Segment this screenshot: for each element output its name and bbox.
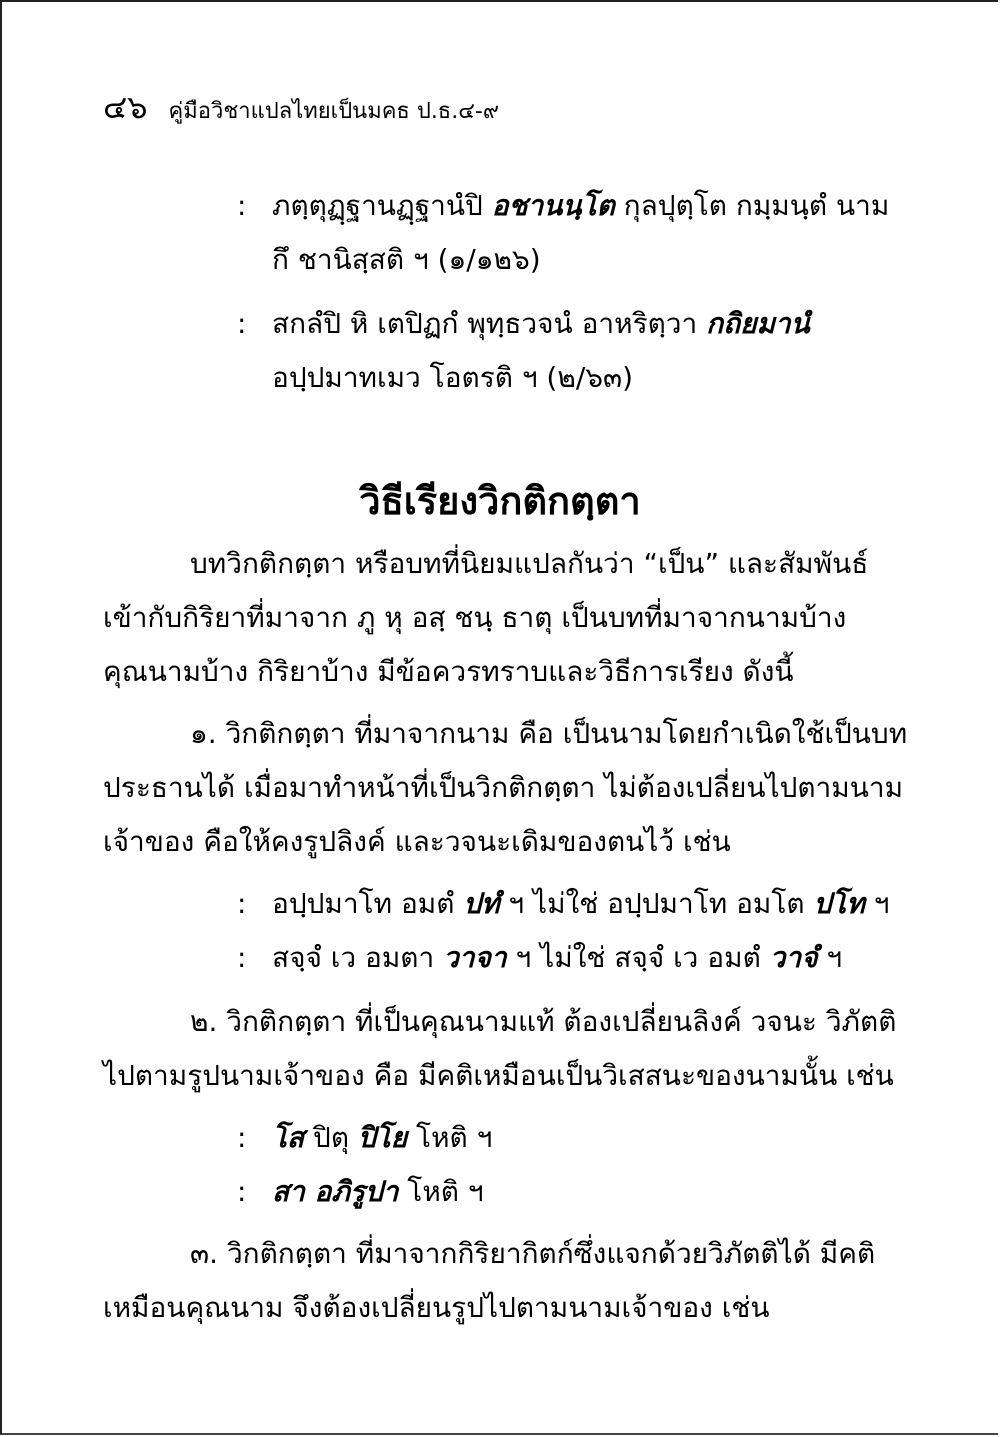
intro-line-2: เข้ากับกิริยาที่มาจาก ภู หุ อสฺ ชนฺ ธาตุ เป็นบทที่มาจากนามบ้าง: [103, 601, 847, 634]
quote-1-cont: กึ ชานิสฺสติ ฯ (๑/๑๒๖): [272, 243, 541, 276]
example-part: ฯ: [817, 941, 843, 974]
quote-bold: กถิยมานํ: [706, 307, 810, 340]
rule2-line-2: ไปตามรูปนามเจ้าของ คือ มีคติเหมือนเป็นวิเสสนะของนามนั้น เช่น: [103, 1059, 894, 1092]
example-part: ปิตุ: [304, 1121, 358, 1154]
quote-post: กุลปุตฺโต กมฺมนฺตํ นาม: [614, 189, 890, 222]
page-header: [103, 82, 499, 133]
quote-text: [272, 304, 810, 344]
example-colon: :: [237, 941, 247, 974]
example-bold: วาจํ: [769, 941, 818, 974]
quote-bold: อชานนฺโต: [491, 189, 615, 222]
example-part: สจฺจํ เว อมตา: [272, 941, 444, 974]
example-part: โหติ ฯ: [407, 1121, 493, 1154]
rule1-line-1: ๑. วิกติกตฺตา ที่มาจากนาม คือ เป็นนามโดยกำเนิดใช้เป็นบท: [190, 717, 908, 750]
rule1-line-2: ประธานได้ เมื่อมาทำหน้าที่เป็นวิกติกตฺตา ไม่ต้องเปลี่ยนไปตามนาม: [103, 771, 904, 804]
example-bold: ปิโย: [357, 1121, 408, 1154]
quote-colon: :: [237, 307, 247, 340]
example-bold: สา อภิรูปา: [272, 1175, 399, 1208]
example-part: ฯ: [864, 887, 890, 920]
quote-text: [272, 186, 889, 226]
section-heading: วิธีเรียงวิกติกตฺตา: [359, 479, 641, 523]
example-part: ฯ ไม่ใช่ อปฺปมาโท อมโต: [499, 887, 814, 920]
example-part: อปฺปมาโท อมตํ: [272, 887, 464, 920]
rule3-line-1: ๓. วิกติกตฺตา ที่มาจากกิริยากิตก์ซึ่งแจกด้วยวิภัตติได้ มีคติ: [190, 1237, 876, 1270]
page-number: ๔๖: [103, 88, 148, 126]
rule3-line-2: เหมือนคุณนาม จึงต้องเปลี่ยนรูปไปตามนามเจ้าของ เช่น: [103, 1291, 770, 1324]
quote-2-cont: อปฺปมาทเมว โอตรติ ฯ (๒/๖๓): [272, 361, 634, 394]
example-part: ฯ ไม่ใช่ สจฺจํ เว อมตํ: [506, 941, 770, 974]
rule1-line-3: เจ้าของ คือให้คงรูปลิงค์ และวจนะเดิมของตนไว้ เช่น: [103, 825, 731, 858]
example-text: [272, 938, 842, 978]
book-title: คู่มือวิชาแปลไทยเป็นมคธ ป.ธ.๔-๙: [168, 99, 499, 124]
example-bold: วาจา: [443, 941, 507, 974]
example-text: [272, 884, 889, 924]
quote-pre: สกลํปิ หิ เตปิฏกํ พุทฺธวจนํ อาหริตฺวา: [272, 307, 707, 340]
example-part: โหติ ฯ: [398, 1175, 484, 1208]
example-colon: :: [237, 887, 247, 920]
example-text: [272, 1118, 492, 1158]
intro-line-1: บทวิกติกตฺตา หรือบทที่นิยมแปลกันว่า “เป็น” และสัมพันธ์: [190, 547, 869, 580]
example-bold: ปทํ: [463, 887, 500, 920]
quote-pre: ภตฺตุฏฺฐานฏฺฐานํปิ: [272, 189, 492, 222]
example-colon: :: [237, 1175, 247, 1208]
example-bold: โส: [272, 1121, 305, 1154]
quote-colon: :: [237, 189, 247, 222]
example-colon: :: [237, 1121, 247, 1154]
rule2-line-1: ๒. วิกติกตฺตา ที่เป็นคุณนามแท้ ต้องเปลี่ยนลิงค์ วจนะ วิภัตติ: [190, 1005, 897, 1038]
intro-line-3: คุณนามบ้าง กิริยาบ้าง มีข้อควรทราบและวิธีการเรียง ดังนี้: [103, 655, 794, 688]
example-text: [272, 1172, 484, 1212]
example-bold: ปโท: [813, 887, 865, 920]
